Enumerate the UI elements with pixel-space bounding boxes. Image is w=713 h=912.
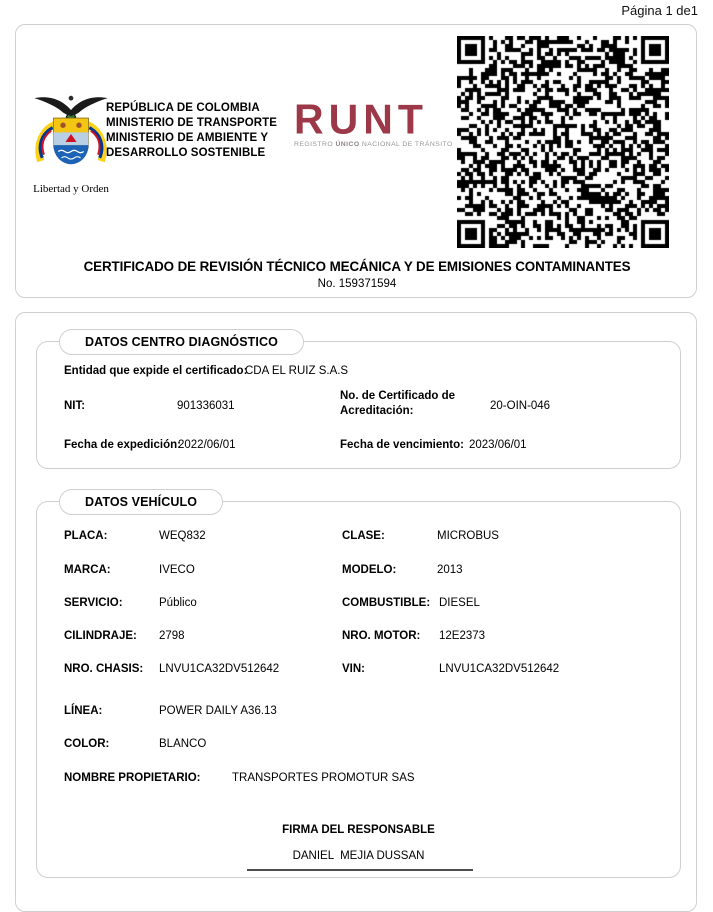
nro-motor-value: 12E2373 [439, 630, 486, 642]
color-label: COLOR: [64, 738, 110, 750]
vin-value: LNVU1CA32DV512642 [439, 663, 560, 675]
section-diagnostic-center [36, 335, 681, 469]
signature-line [247, 869, 473, 871]
colombia-coat-of-arms [29, 91, 113, 195]
section-title-diagnostic-center: DATOS CENTRO DIAGNÓSTICO [59, 329, 304, 355]
ministry-line: MINISTERIO DE TRANSPORTE [106, 117, 278, 129]
modelo-value: 2013 [437, 564, 463, 576]
qr-code-container [457, 36, 673, 252]
certificate-body-box [15, 312, 697, 912]
page-indicator: Página 1 de1 [621, 3, 698, 18]
servicio-label: SERVICIO: [64, 597, 123, 609]
placa-value: WEQ832 [159, 530, 206, 542]
vin-label: VIN: [342, 663, 365, 675]
nro-chasis-label: NRO. CHASIS: [64, 663, 144, 675]
modelo-label: MODELO: [342, 564, 397, 576]
nit-value: 901336031 [177, 400, 235, 412]
expiry-date-value: 2023/06/01 [469, 439, 527, 451]
ministry-text [106, 101, 277, 161]
accreditation-value: 20-OIN-046 [490, 400, 551, 412]
linea-label: LÍNEA: [64, 705, 103, 717]
ministry-line: DESARROLLO SOSTENIBLE [106, 147, 266, 159]
owner-value: TRANSPORTES PROMOTUR SAS [232, 772, 415, 784]
signature-heading: FIRMA DEL RESPONSABLE [282, 824, 435, 836]
color-value: BLANCO [159, 738, 207, 750]
nit-label: NIT: [64, 400, 86, 412]
issue-date-label: Fecha de expedición: [64, 439, 181, 451]
nro-motor-label: NRO. MOTOR: [342, 630, 421, 642]
entity-value: CDA EL RUIZ S.A.S [245, 365, 349, 377]
linea-value: POWER DAILY A36.13 [159, 705, 277, 717]
qr-code [457, 36, 669, 248]
ministry-line: MINISTERIO DE AMBIENTE Y [106, 132, 269, 144]
runt-logo [294, 95, 454, 148]
servicio-value: Público [159, 597, 197, 609]
issue-date-value: 2022/06/01 [178, 439, 236, 451]
combustible-value: DIESEL [439, 597, 480, 609]
nro-chasis-value: LNVU1CA32DV512642 [159, 663, 280, 675]
ministry-line: REPÚBLICA DE COLOMBIA [106, 102, 260, 114]
clase-label: CLASE: [342, 530, 385, 542]
signature-name: DANIEL MEJIA DUSSAN [292, 850, 425, 862]
cilindraje-value: 2798 [159, 630, 185, 642]
coat-of-arms-icon [31, 91, 111, 177]
owner-label: NOMBRE PROPIETARIO: [64, 772, 201, 784]
certificate-header-box [15, 24, 697, 298]
section-title-vehicle: DATOS VEHÍCULO [59, 489, 223, 515]
certificate-title: CERTIFICADO DE REVISIÓN TÉCNICO MECÁNICA Y DE EMISIONES CONTAMINANTES [83, 259, 631, 274]
expiry-date-label: Fecha de vencimiento: [340, 439, 464, 451]
runt-wordmark: RUNT [294, 95, 428, 143]
marca-value: IVECO [159, 564, 195, 576]
combustible-label: COMBUSTIBLE: [342, 597, 431, 609]
entity-label: Entidad que expide el certificado: [64, 365, 248, 377]
accreditation-label: No. de Certificado de Acreditación: [340, 390, 456, 417]
section-vehicle [36, 495, 681, 878]
placa-label: PLACA: [64, 530, 108, 542]
runt-subtitle: REGISTRO ÚNICO NACIONAL DE TRÁNSITO [294, 141, 453, 148]
marca-label: MARCA: [64, 564, 111, 576]
coat-of-arms-caption: Libertad y Orden [33, 183, 109, 195]
cilindraje-label: CILINDRAJE: [64, 630, 137, 642]
clase-value: MICROBUS [437, 530, 499, 542]
certificate-number: No. 159371594 [317, 278, 397, 290]
